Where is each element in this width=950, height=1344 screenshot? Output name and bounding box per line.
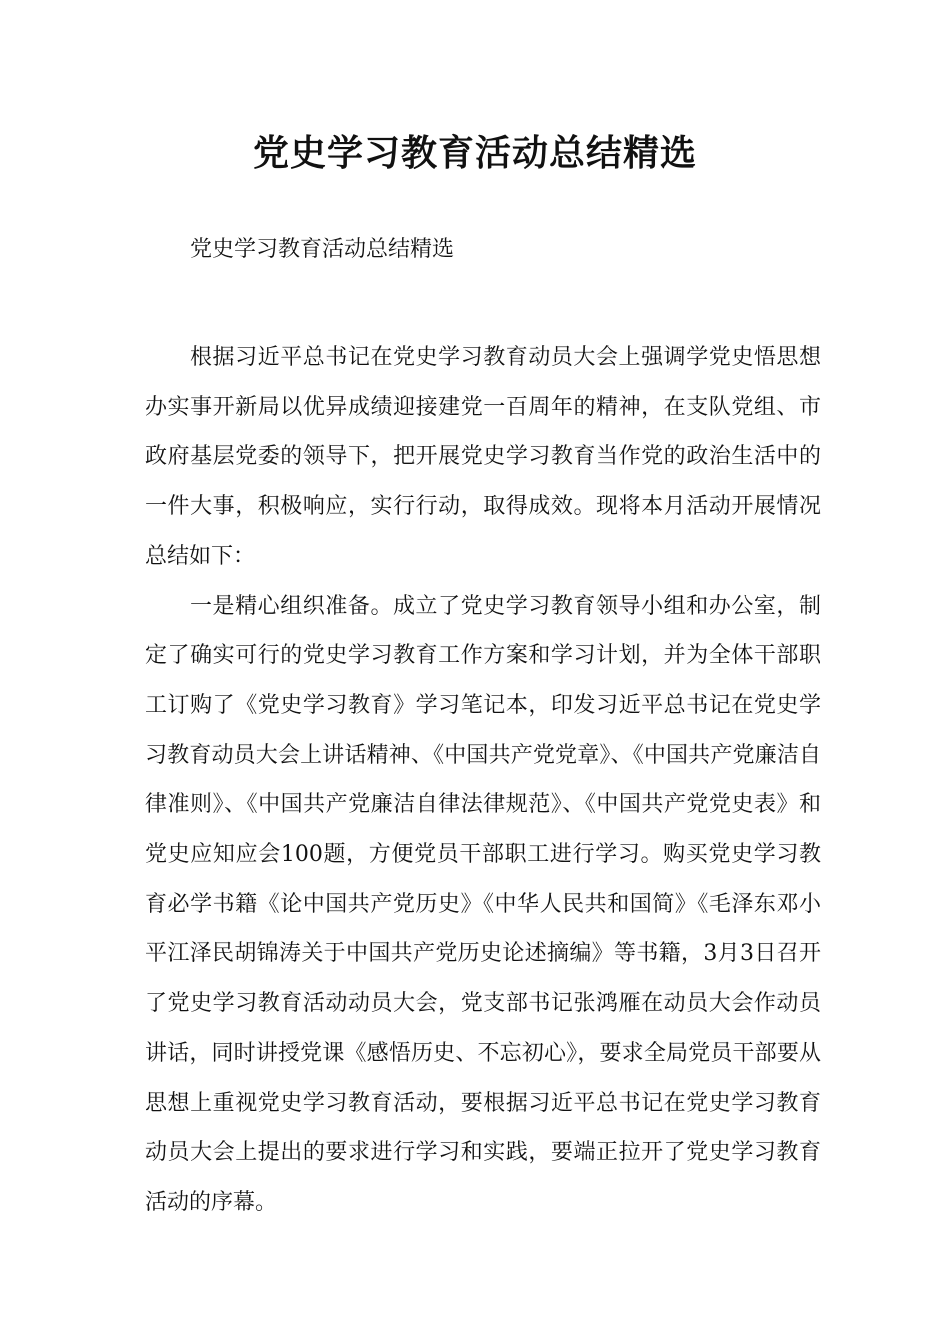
document-title: 党史学习教育活动总结精选: [252, 133, 697, 174]
paragraph-preparation: 一是精心组织准备。成立了党史学习教育领导小组和办公室，制定了确实可行的党史学习教育工作方案和学习计划，并为全体干部职工订购了《党史学习教育》学习笔记本，印发习近平总书记在党史学习教育动员大会上讲话精神、《中国共产党党章》、《中国共产党廉洁自律准则》、《中国共产党廉洁自律法律规范》、《中国共产党党史表》和党史应知应会100题，方便党员干部职工进行学习。购买党史学习教育必学书籍《论中国共产党历史》《中华人民共和国简》《毛泽东邓小平江泽民胡锦涛关于中国共产党历史论述摘编》等书籍，3月3日召开了党史学习教育活动动员大会，党支部书记张鸿雁在动员大会作动员讲话，同时讲授党课《感悟历史、不忘初心》，要求全局党员干部要从思想上重视党史学习教育活动，要根据习近平总书记在党史学习教育动员大会上提出的要求进行学习和实践，要端正拉开了党史学习教育活动的序幕。: [145, 593, 821, 1215]
document-body: [145, 333, 821, 1228]
document-subtitle: 党史学习教育活动总结精选: [190, 237, 455, 262]
paragraph-intro: 根据习近平总书记在党史学习教育动员大会上强调学党史悟思想办实事开新局以优异成绩迎接建党一百周年的精神，在支队党组、市政府基层党委的领导下，把开展党史学习教育当作党的政治生活中的一件大事，积极响应，实行行动，取得成效。现将本月活动开展情况总结如下：: [145, 345, 821, 569]
